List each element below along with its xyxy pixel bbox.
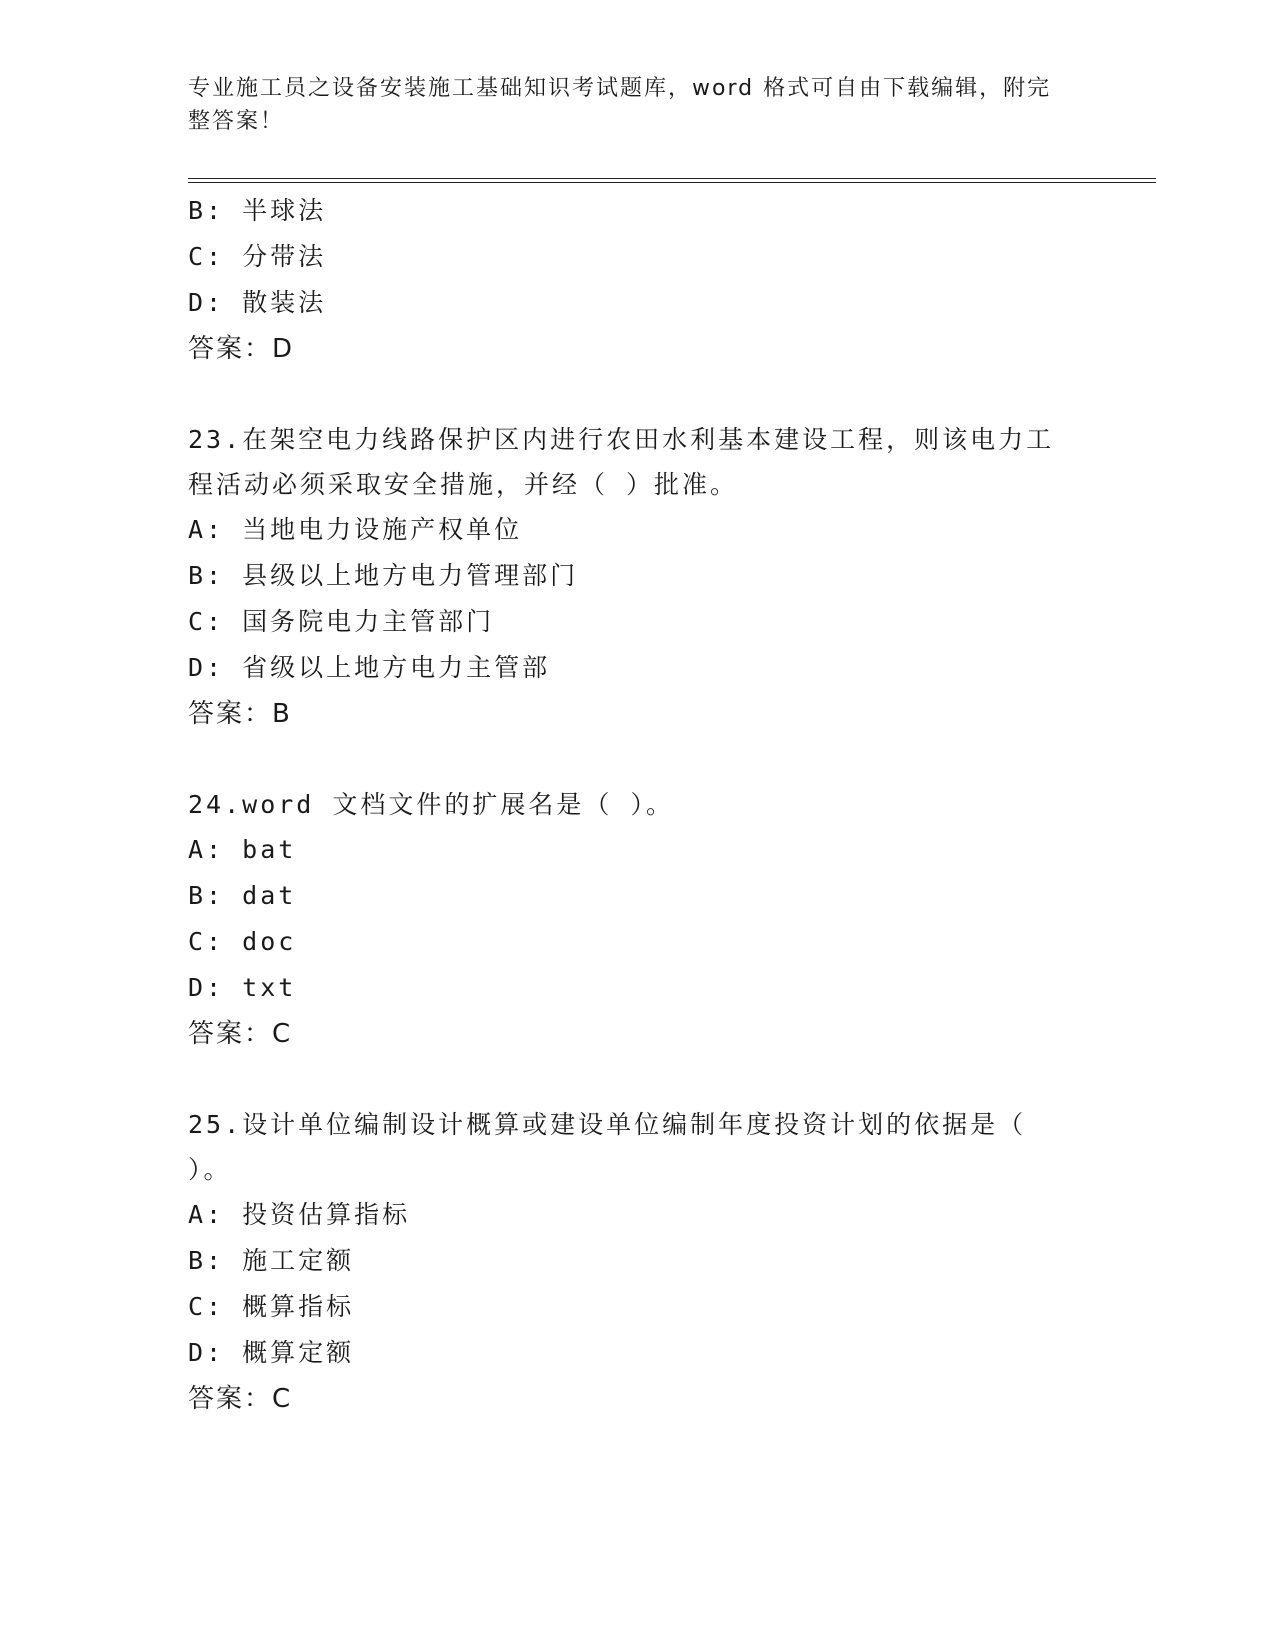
answer: 答案：D — [188, 334, 295, 364]
question-stem: 25.设计单位编制设计概算或建设单位编制年度投资计划的依据是（ — [188, 1110, 1027, 1139]
option-c: C: 国务院电力主管部门 — [188, 607, 495, 636]
option-d: D: 省级以上地方电力主管部 — [188, 653, 551, 682]
option-b: B: 半球法 — [188, 196, 327, 225]
option-c: C: doc — [188, 927, 297, 956]
question-23 — [188, 417, 1088, 737]
option-b: B: 县级以上地方电力管理部门 — [188, 561, 579, 590]
option-b: B: 施工定额 — [188, 1246, 355, 1275]
question-list — [188, 188, 1088, 1422]
option-d: D: 概算定额 — [188, 1338, 355, 1367]
option-a: A: 当地电力设施产权单位 — [188, 515, 523, 544]
option-c: C: 概算指标 — [188, 1292, 355, 1321]
answer: 答案：C — [188, 1019, 293, 1049]
question-stem: ）。 — [188, 1155, 232, 1184]
question-stem: 程活动必须采取安全措施，并经（ ）批准。 — [188, 470, 739, 499]
option-a: A: bat — [188, 835, 297, 864]
header-line-1: 专业施工员之设备安装施工基础知识考试题库，word 格式可自由下载编辑，附完 — [188, 76, 1052, 101]
question-carryover — [188, 188, 1088, 372]
question-24 — [188, 782, 1088, 1057]
option-b: B: dat — [188, 881, 297, 910]
answer: 答案：C — [188, 1384, 293, 1414]
header-double-rule — [188, 178, 1156, 183]
document-header — [188, 72, 1078, 138]
option-a: A: 投资估算指标 — [188, 1200, 411, 1229]
option-d: D: 散装法 — [188, 288, 327, 317]
question-stem: 23.在架空电力线路保护区内进行农田水利基本建设工程，则该电力工 — [188, 425, 1055, 454]
header-line-2: 整答案！ — [188, 109, 285, 134]
option-d: D: txt — [188, 973, 297, 1002]
question-25 — [188, 1102, 1088, 1422]
answer: 答案：B — [188, 699, 292, 729]
option-c: C: 分带法 — [188, 242, 327, 271]
question-stem: 24.word 文档文件的扩展名是（ ）。 — [188, 790, 674, 819]
